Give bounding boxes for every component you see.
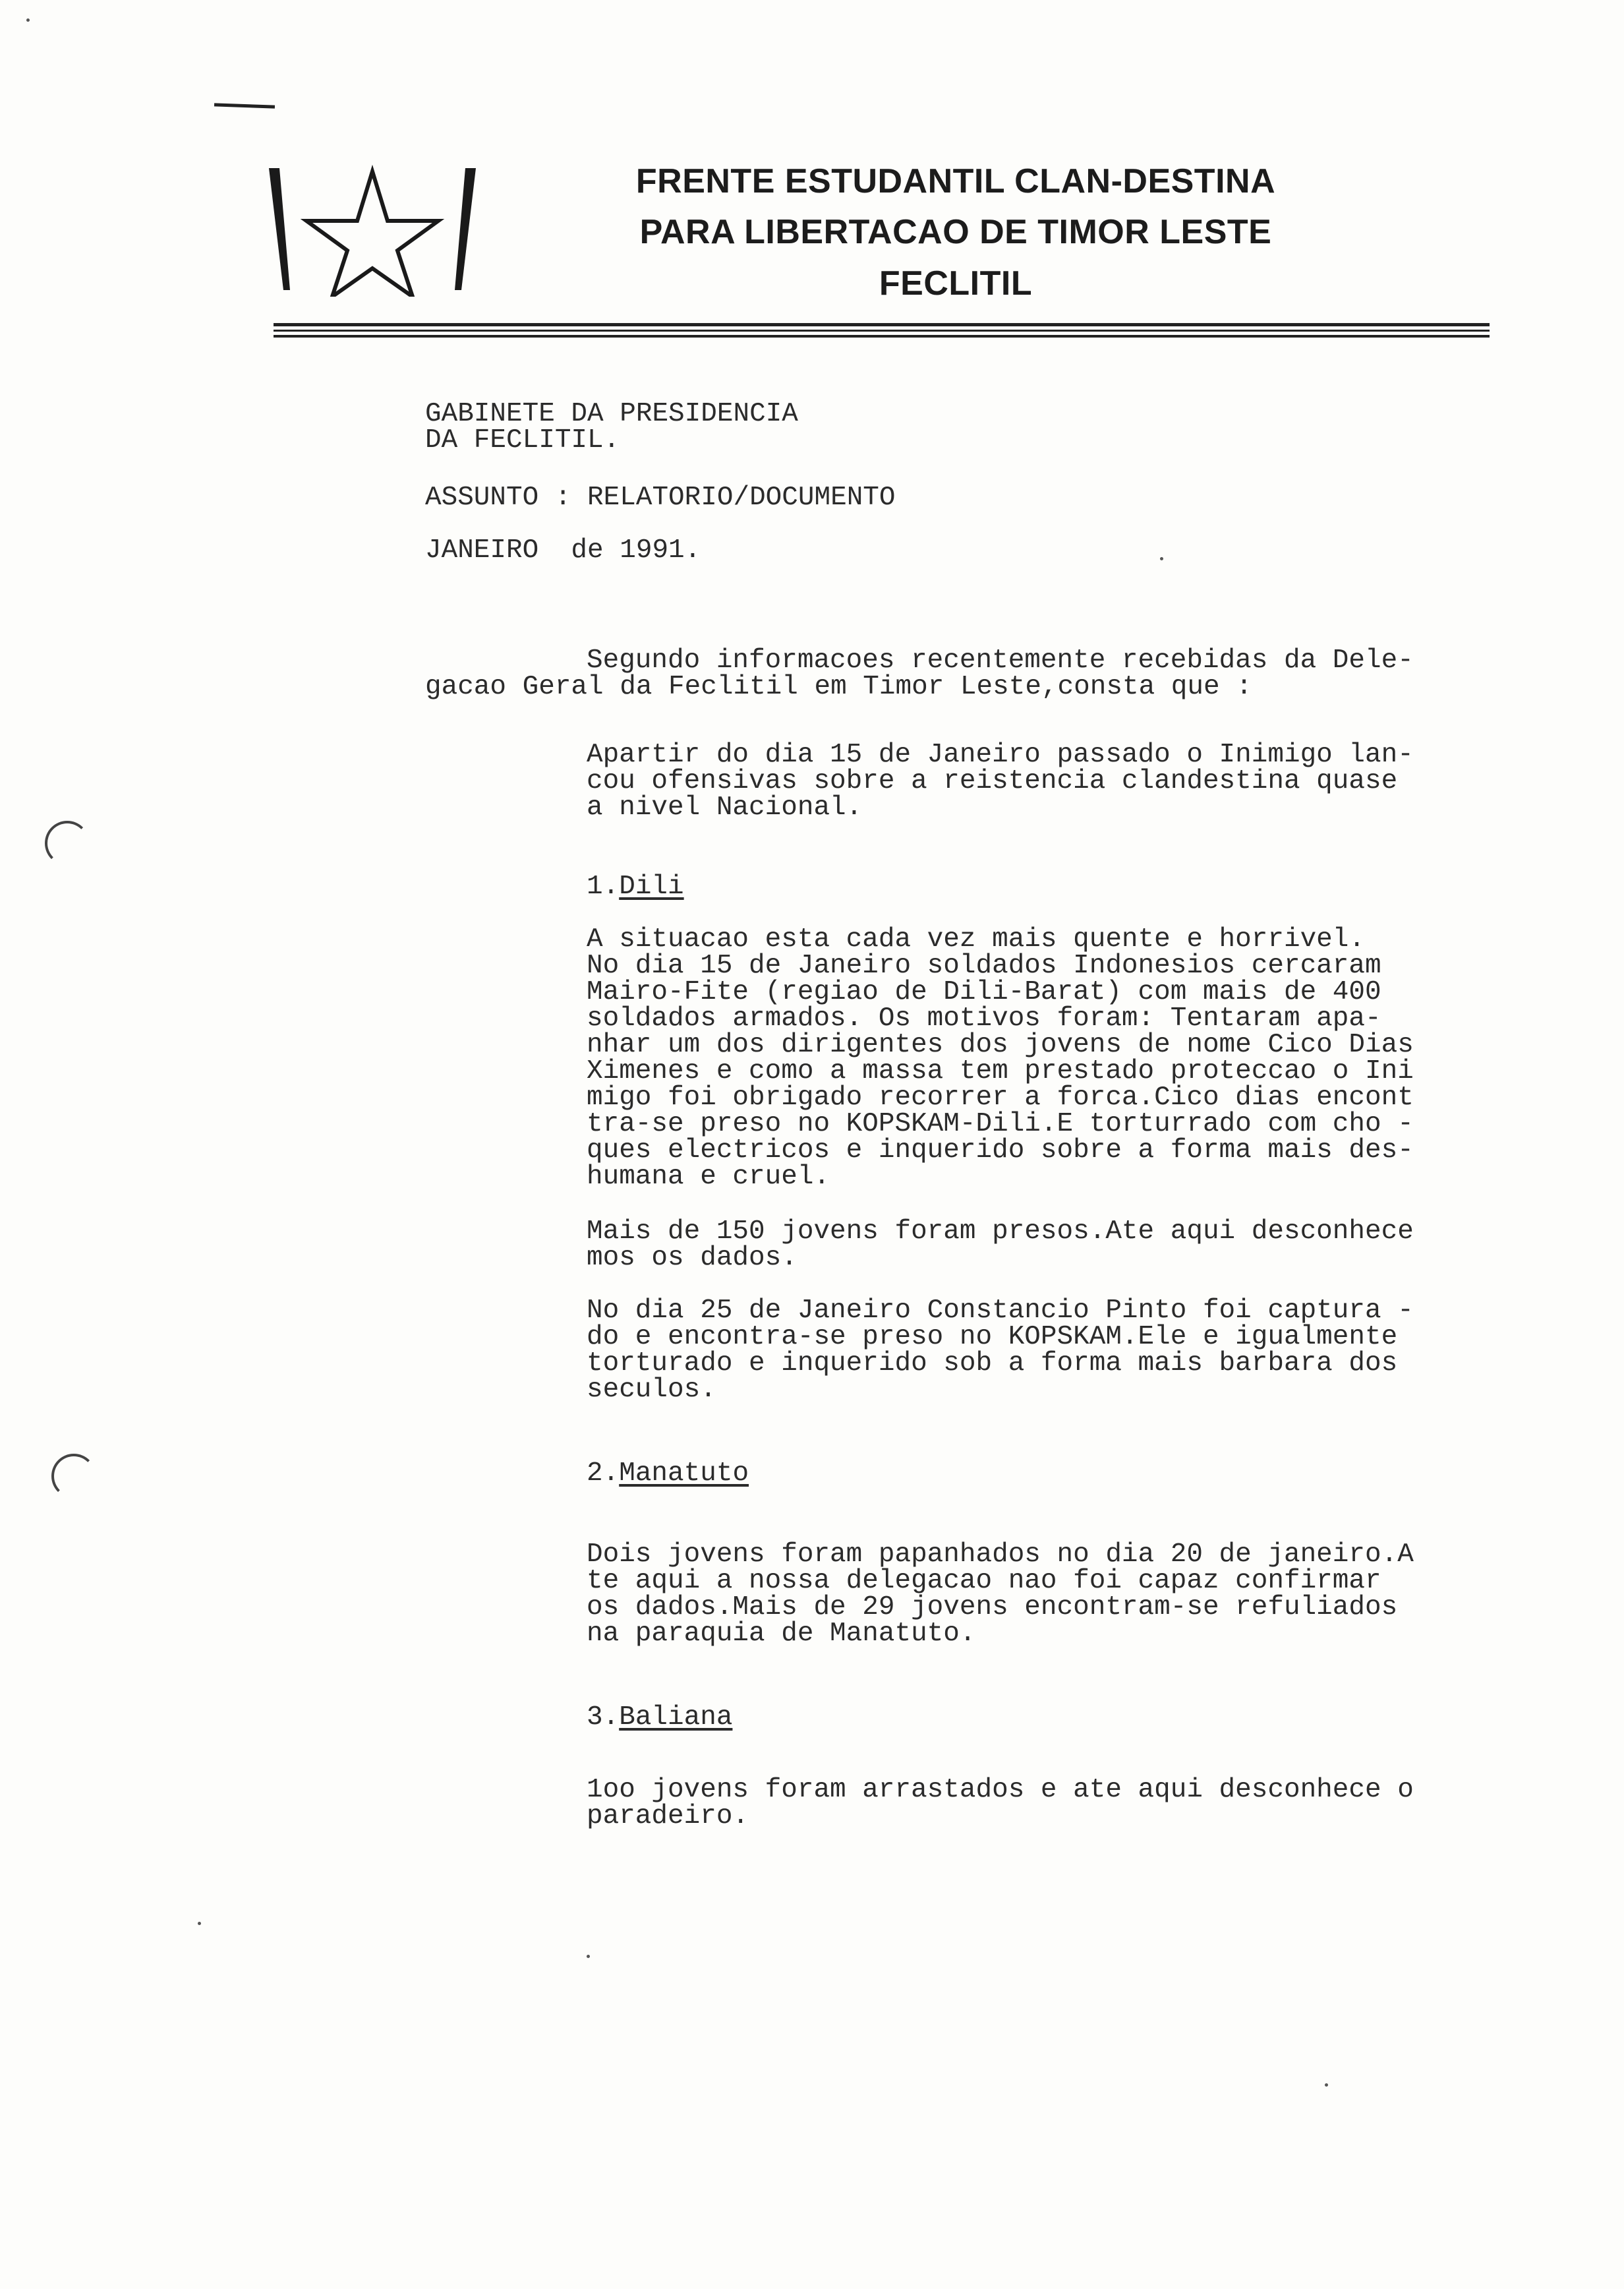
scan-speck bbox=[1160, 557, 1163, 560]
intro-line: Segundo informacoes recentemente recebidas da Dele- bbox=[587, 645, 1414, 676]
letterhead-rule-bottom bbox=[274, 335, 1490, 338]
letterhead-rule-middle bbox=[274, 330, 1490, 332]
dili-paragraph: Mais de 150 jovens foram presos.Ate aqui desconhece mos os dados. bbox=[587, 1216, 1414, 1273]
pen-mark bbox=[214, 103, 275, 108]
overview-paragraph: Apartir do dia 15 de Janeiro passado o Inimigo lan- cou ofensivas sobre a reistencia clandestina quase a nivel Nacional. bbox=[587, 740, 1414, 823]
section-heading-dili: 1.Dili bbox=[587, 872, 684, 902]
date-line: JANEIRO de 1991. bbox=[425, 535, 701, 566]
baliana-paragraph: 1oo jovens foram arrastados e ate aqui desconhece o paradeiro. bbox=[587, 1775, 1414, 1831]
letterhead-line-1: FRENTE ESTUDANTIL CLAN-DESTINA bbox=[635, 162, 1276, 200]
section-heading-manatuto: 2.Manatuto bbox=[587, 1458, 749, 1489]
letterhead-line-3: FECLITIL bbox=[879, 264, 1033, 303]
feclitil-logo bbox=[264, 165, 481, 297]
office-line-1: GABINETE DA PRESIDENCIA bbox=[425, 399, 798, 429]
punch-hole-mark bbox=[51, 1454, 96, 1499]
dili-paragraph: No dia 25 de Janeiro Constancio Pinto foi captura - do e encontra-se preso no KOPSKAM.Ele e igualmente torturado e inquerido sob a forma mais barbara dos seculos. bbox=[587, 1295, 1414, 1405]
intro-line: gacao Geral da Feclitil em Timor Leste,consta que : bbox=[425, 672, 1252, 702]
scan-speck bbox=[198, 1922, 201, 1925]
manatuto-paragraph: Dois jovens foram papanhados no dia 20 de janeiro.A te aqui a nossa delegacao nao foi capaz confirmar os dados.Mais de 29 jovens encontram-se refuliados na paraquia de Manatuto. bbox=[587, 1539, 1414, 1649]
letterhead-line-2: PARA LIBERTACAO DE TIMOR LESTE bbox=[639, 213, 1272, 251]
scan-speck bbox=[26, 18, 30, 22]
office-line-2: DA FECLITIL. bbox=[425, 425, 620, 456]
letterhead-rule-top bbox=[274, 323, 1490, 326]
scan-speck bbox=[587, 1955, 590, 1958]
dili-paragraph: A situacao esta cada vez mais quente e horrivel. No dia 15 de Janeiro soldados Indonesios cercaram Mairo-Fite (regiao de Dili-Barat) com mais de 400 soldados armados. Os motivos foram: Tentaram apa- nhar um dos dirigentes dos jovens de nome Cico Dias Ximenes e como a massa tem prestado proteccao o Ini migo foi obrigado recorrer a forca.Cico dias encont tra-se preso no KOPSKAM-Dili.E torturrado com cho - ques electricos e inquerido sobre a forma mais des- humana e cruel. bbox=[587, 924, 1414, 1192]
subject-line: ASSUNTO : RELATORIO/DOCUMENTO bbox=[425, 483, 896, 513]
section-heading-baliana: 3.Baliana bbox=[587, 1702, 733, 1733]
scan-speck bbox=[1325, 2083, 1328, 2087]
punch-hole-mark bbox=[45, 821, 90, 866]
